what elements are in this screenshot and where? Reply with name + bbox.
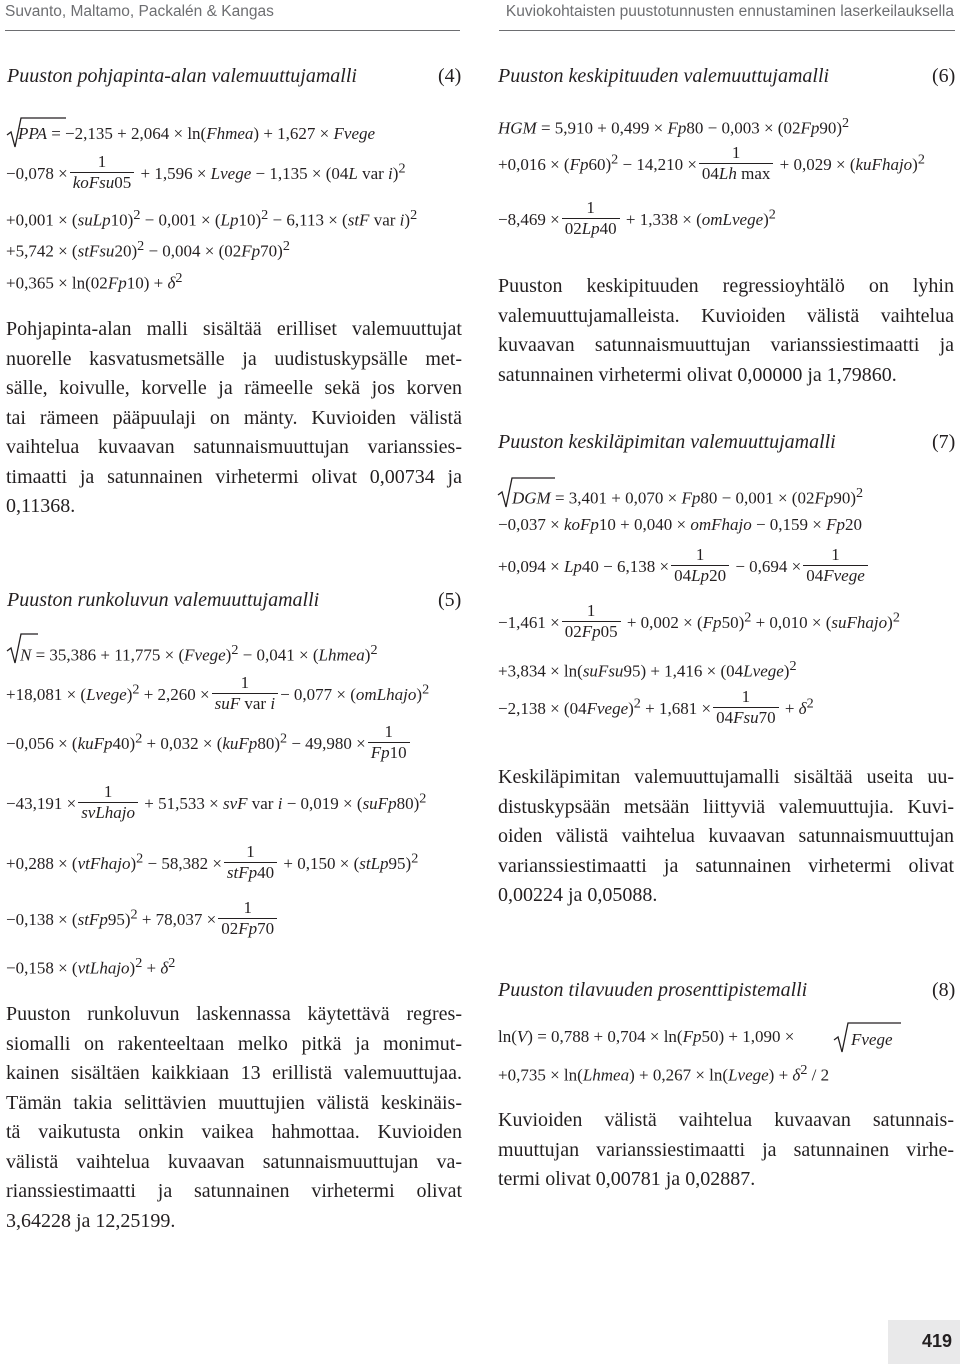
header-rule-right (499, 30, 955, 31)
equation-4-line-3: +0,001 × (suLp10)$^2$ − $0,001 \times (Lp10)^2 - 6,113 \times (stF$ var i)$^2$ (6, 207, 418, 230)
equation-5-line-2: +18,081 × (Lvege)$^2$ + 2,260 × $\frac{1}{\text{suF var i}}$ − 0,077 × (omLhajo)$^2$ (6, 673, 430, 713)
section-5-number: (5) (438, 589, 462, 611)
text-line: distuskypsään metsään liittyviä valemuuttujia. Kuvi- (498, 795, 954, 818)
text-line: sälle, koivulle, korvelle ja rämeelle sekä jos korven (6, 377, 462, 399)
equation-8-sqrt-term: Fvege (851, 1030, 893, 1049)
equation-5-line-5: +0,288 × (vtFhajo)$^2$ − 58,382 × $\frac{1}{\text{stFp40}}$ + 0,150 × (stLp95)$^2$ (6, 842, 419, 882)
section-7-paragraph (498, 763, 954, 911)
text-line: oiden välistä vaihtelua kuvaavan satunnaismuuttujan (498, 825, 954, 847)
section-8-number: (8) (932, 979, 956, 1001)
text-line: satunnainen virhetermi olivat 0,00000 ja 1,79860. (498, 363, 897, 386)
equation-5-line-1: N = 35,386 + 11,775 × (Fvege)$^2$ − 0,041 × (Lhmea)$^2$ (20, 642, 378, 665)
text-line: Pohjapinta-alan malli sisältää erilliset valemuuttujat (6, 318, 462, 340)
text-line: termi olivat 0,00781 ja 0,02887. (498, 1168, 756, 1190)
section-7-title: Puuston keskiläpimitan valemuuttujamalli (498, 431, 836, 453)
section-4-title: Puuston pohjapinta-alan valemuuttujamalli (7, 65, 357, 87)
header-rule-left (5, 30, 460, 31)
equation-5-line-3: −0,056 × (kuFp40)$^2$ + 0,032 × (kuFp80)$^2$ − 49,980 × $\frac{1}{Fp10}$ (6, 727, 412, 763)
section-5-paragraph (6, 1000, 462, 1236)
equation-4-line-4: +5,742 × (stFsu20)$^2$ − $0,004 \times (02Fp70)^2$ (6, 238, 290, 261)
equation-4-line-5: $+0,365 \times \ln(02Fp10) + \delta^2$ (6, 270, 183, 293)
equation-4-line-1: PPA = −2,135 + 2,064 × ln(Fhmea) + 1,627 × Fvege (18, 124, 376, 143)
text-line: Keskiläpimitan valemuuttujamalli sisältää useita uu- (498, 766, 954, 788)
section-4-number: (4) (438, 65, 462, 87)
section-4-paragraph (6, 315, 462, 522)
running-header-authors: Suvanto, Maltamo, Packalén & Kangas (5, 3, 274, 20)
equation-6-line-3: −8,469 × $\frac{1}{02Lp40}$ + 1,338 × (omLvege)$^2$ (498, 198, 776, 238)
text-line: kainen sisältäen kaikkiaan 13 erillistä valemuuttujaa. (6, 1062, 462, 1084)
equation-5-line-4: −43,191 × $\frac{1}{\text{svLhajo}}$ + 51,533 × svF var i − 0,019 × (suFp80)$^2$ (6, 782, 427, 822)
equation-5-line-6: −0,138 × (stFp95)$^2$ + 78,037 × $\frac{1}{02Fp70}$ (6, 903, 279, 939)
equation-7-line-4: −1,461 × $\frac{1}{02Fp05}$ + $0,002 \times (Fp50)^2 + 0,010$ × (suFhajo)$^2$ (498, 601, 900, 641)
equation-7-line-2: −0,037 × koFp10 + 0,040 × omFhajo − 0,159 × Fp20 (498, 515, 863, 534)
equation-8-line-2: +0,735 × ln(Lhmea) + 0,267 × ln(Lvege) + $\delta^2 / 2$ (498, 1062, 830, 1085)
section-6-number: (6) (932, 65, 956, 87)
text-line: Kuvioiden välistä vaihtelua kuvaavan satunnais- (498, 1109, 954, 1131)
equation-4-line-2: −0,078 × $\frac{1}{\text{koFsu05}}$ + 1,596 × Lvege − 1,135 × (04L var i)$^2$ (6, 152, 406, 192)
equation-5-line-7: −0,158 × (vtLhajo)$^2$ + $\delta^2$ (6, 955, 176, 978)
text-line: Tämän takia selittävien muuttujien välistä keskinäis- (6, 1091, 462, 1114)
text-line: 3,64228 ja 12,25199. (6, 1209, 176, 1232)
text-line: välistä vaihtelua kuvaavan satunnaismuuttujan va- (6, 1150, 462, 1173)
equation-6-line-2: $+0,016 \times (Fp60)^2 - 14,210$ × $\frac{1}{\text{04Lh max}}$ + 0,029 × (kuFhajo)$^2$ (498, 143, 925, 183)
text-line: siomalli on rakenteeltaan melko pitkä ja monimut- (6, 1032, 462, 1055)
text-line: valemuuttujamalleista. Kuvioiden välistä vaihtelua (498, 304, 954, 327)
running-header-title: Kuviokohtaisten puustotunnusten ennustaminen laserkeilauksella (505, 3, 954, 20)
text-line: muuttujan varianssiestimaatti ja satunnainen virhe- (498, 1138, 954, 1161)
section-6-paragraph (498, 272, 954, 390)
page-number: 419 (921, 1331, 952, 1351)
section-6-title: Puuston keskipituuden valemuuttujamalli (498, 65, 830, 87)
text-line: 0,11368. (6, 495, 76, 517)
text-line: vaihtelua kuvaavan satunnaismuuttujan varianssies- (6, 436, 462, 458)
equation-8-line-1: ln(V) = 0,788 + 0,704 × ln(Fp50) + 1,090 × (498, 1027, 795, 1046)
section-5-title: Puuston runkoluvun valemuuttujamalli (7, 589, 320, 611)
equation-7-line-3: +0,094 × Lp40 − 6,138 × $\frac{1}{04Lp20}$ − 0,694 × $\frac{1}{\text{04Fvege}}$ (498, 550, 870, 586)
text-line: tä vaikutusta onkin vaikea hahmottaa. Kuvioiden (6, 1121, 462, 1143)
text-line: Puuston runkoluvun laskennassa käytettävä regres- (6, 1003, 462, 1025)
text-line: varianssiestimaatti ja satunnainen virhetermi olivat (498, 854, 954, 877)
text-line: tai rämeen pääpuulaji on mänty. Kuvioiden välistä (6, 406, 462, 429)
equation-7-line-6: −2,138 × (04Fvege)$^2$ + 1,681 × $\frac{1}{\text{04Fsu70}}$ + $\delta^2$ (498, 687, 814, 727)
section-7-number: (7) (932, 431, 956, 453)
text-line: 0,00224 ja 0,05088. (498, 884, 658, 906)
text-line: kuvaavan satunnaismuuttujan varianssiestimaatti ja (498, 334, 954, 356)
equation-6-line-1: HGM = $5,910 + 0,499 \times Fp80 - 0,003 \times (02Fp90)^2$ (498, 115, 850, 138)
text-line: timaatti ja satunnainen virhetermi olivat 0,00734 ja (6, 465, 462, 488)
equation-7-line-1: DGM = $3,401 + 0,070 \times Fp80 - 0,001 \times (02Fp90)^2$ (512, 485, 864, 508)
section-8-paragraph (498, 1106, 954, 1195)
text-line: Puuston keskipituuden regressioyhtälö on lyhin (498, 275, 954, 297)
text-line: rianssiestimaatti ja satunnainen virhetermi olivat (6, 1180, 462, 1202)
text-line: nuorelle kasvatusmetsälle ja uudistuskypsälle met- (6, 347, 462, 370)
section-8-title: Puuston tilavuuden prosenttipistemalli (498, 979, 808, 1001)
equation-7-line-5: +3,834 × ln(suFsu95) + 1,416 × (04Lvege)$^2$ (498, 658, 797, 681)
